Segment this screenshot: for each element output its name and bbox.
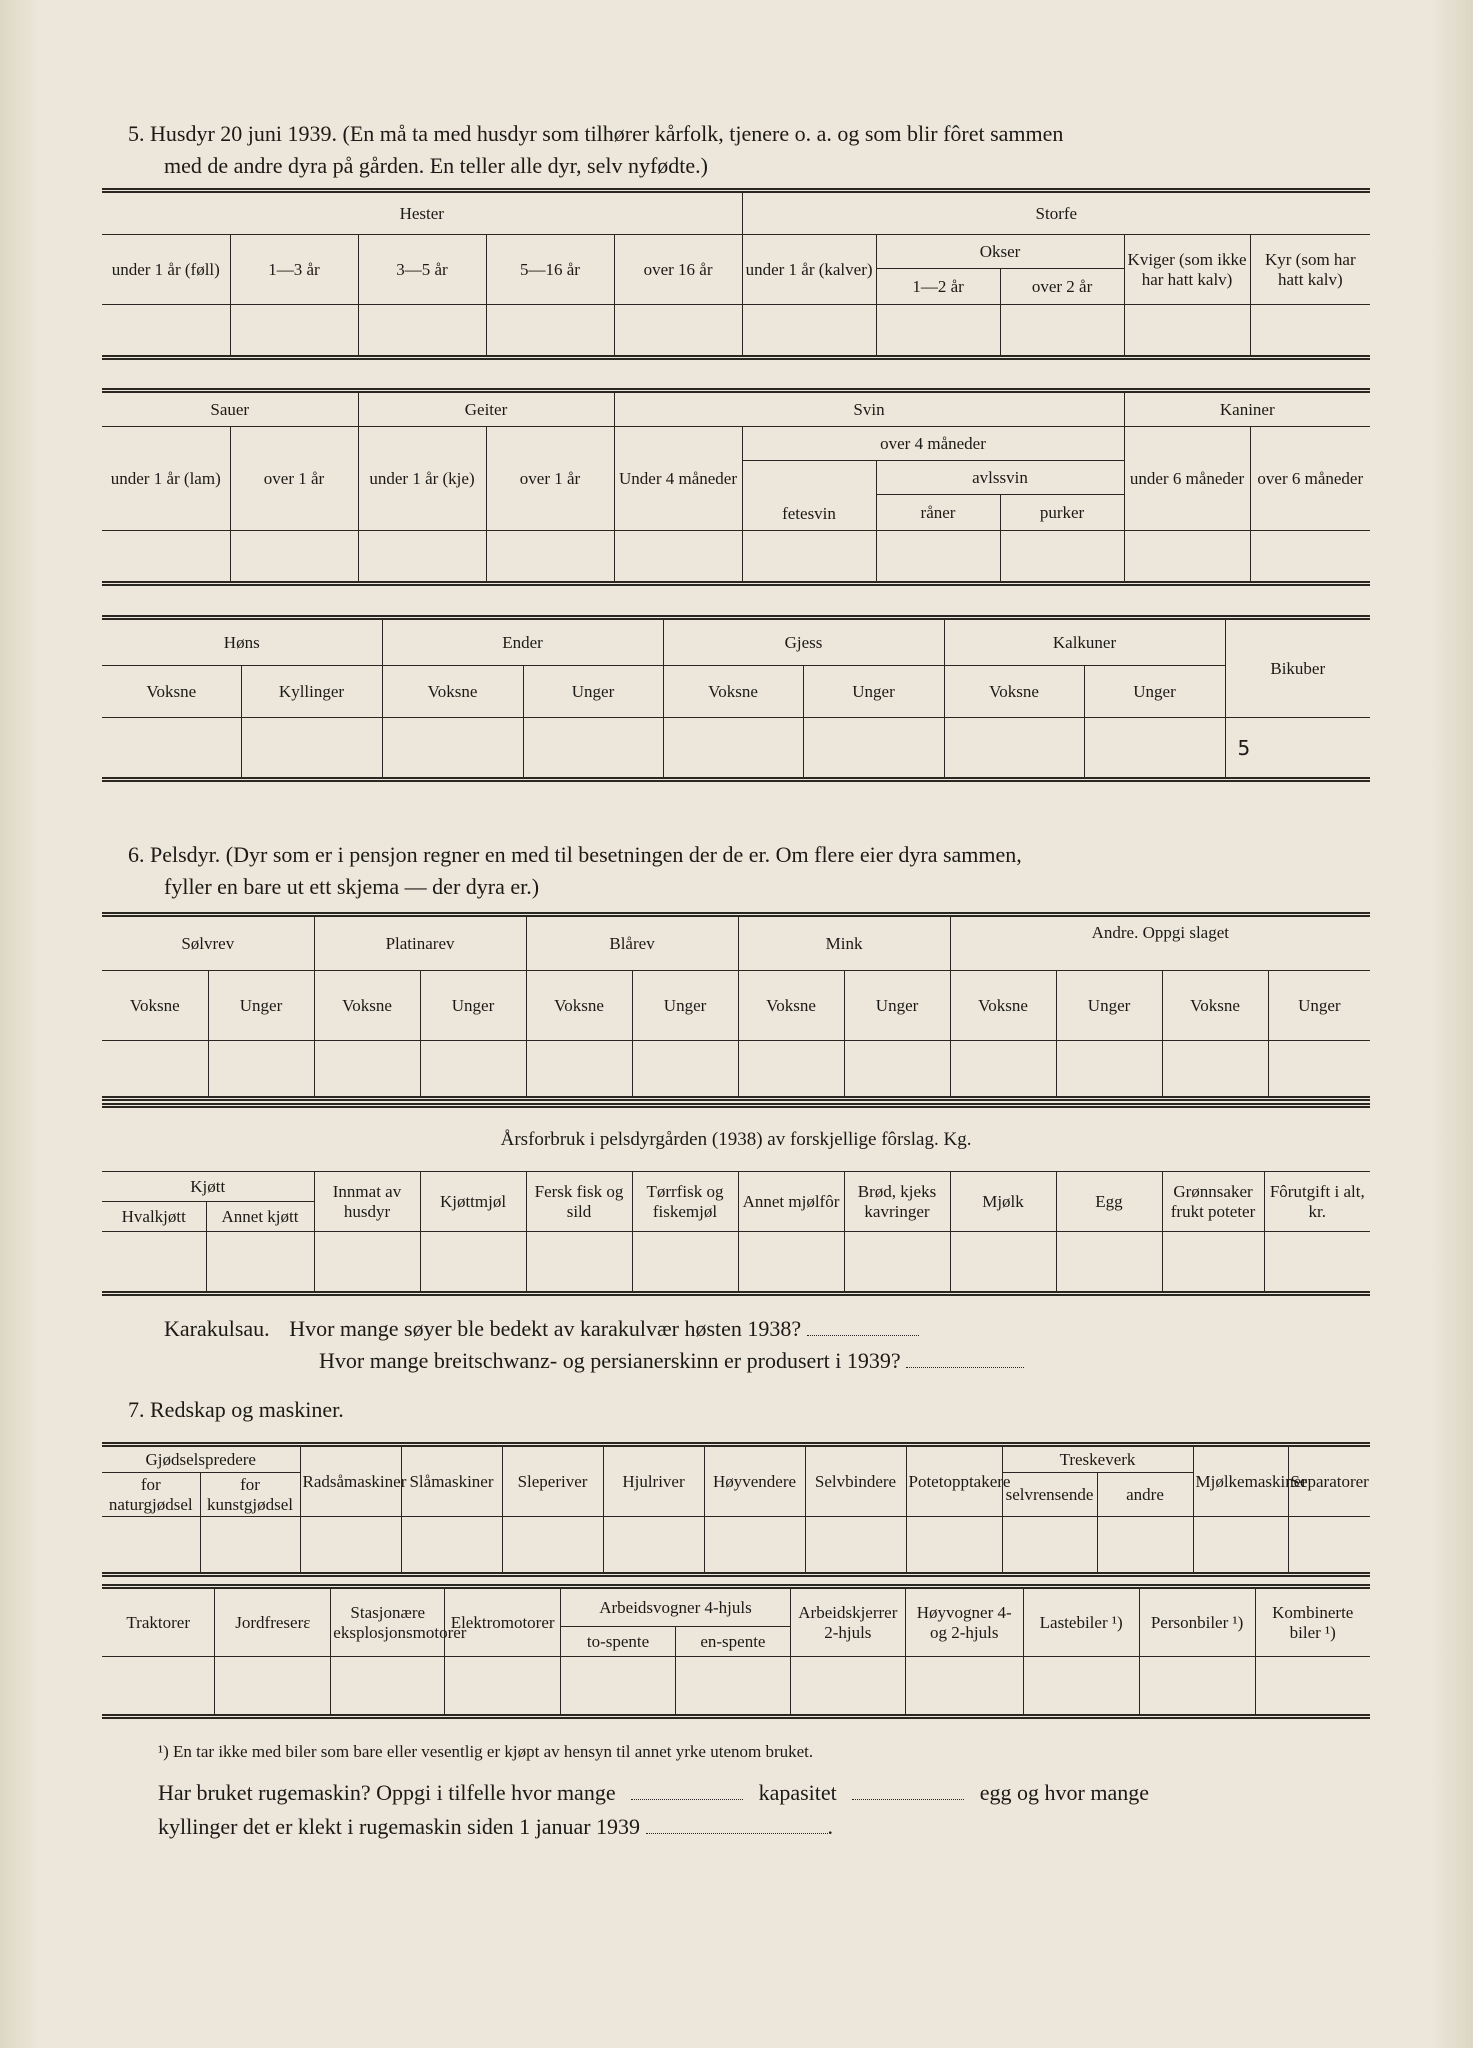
section-7-heading: 7. Redskap og maskiner. [128,1397,344,1422]
pelsdyr-table [102,912,1370,1101]
andre-treskeverk-header: andre [1097,1473,1193,1517]
kyr-header: Kyr (som har hatt kalv) [1250,235,1370,305]
hjulriver-header: Hjulriver [603,1445,704,1517]
entry-cell[interactable] [1056,1041,1162,1099]
entry-cell[interactable] [420,1232,526,1294]
entry-cell[interactable] [358,531,486,584]
lastebiler-header: Lastebiler ¹) [1023,1587,1139,1657]
entry-cell[interactable] [230,305,358,358]
section-6-title-line-2: fyller en bare ut ett skjema — der dyra er.) [164,874,540,899]
entry-cell[interactable] [241,718,382,780]
entry-cell[interactable] [844,1041,950,1099]
forbruk-table [102,1103,1370,1296]
entry-cell[interactable] [1193,1517,1288,1575]
entry-cell[interactable] [906,1517,1002,1575]
personbiler-header: Personbiler ¹) [1139,1587,1255,1657]
blarev-unger: Unger [632,971,738,1041]
andre-header: Andre. Oppgi slaget [950,915,1370,971]
selvbindere-header: Selvbindere [805,1445,906,1517]
entry-cell[interactable] [208,1041,314,1099]
sauer-svin-entry-row [102,531,1370,584]
natur-header: for naturgjødsel [102,1473,200,1517]
entry-cell[interactable] [738,1232,844,1294]
andre-unger-1: Unger [1056,971,1162,1041]
kapasitet-field[interactable] [852,1781,964,1800]
entry-cell[interactable] [1000,305,1124,358]
fjorfe-table [102,615,1370,782]
purker: purker [1000,495,1124,531]
kombinerte-header: Kombinerte biler ¹) [1255,1587,1370,1657]
entry-cell[interactable] [1268,1041,1370,1099]
hester-storfe-table [102,188,1370,360]
entry-cell[interactable] [300,1517,401,1575]
stasjonaere-header: Stasjonære eksplosjonsmotorer [331,1587,445,1657]
entry-cell[interactable] [102,305,230,358]
arbeidsvogner-header: Arbeidsvogner 4-hjuls [561,1587,791,1627]
entry-cell[interactable] [502,1517,603,1575]
okser-over-2: over 2 år [1000,269,1124,305]
solvrev-header: Sølvrev [102,915,314,971]
kalkuner-unger: Unger [1084,666,1225,718]
kjottmjol-header: Kjøttmjøl [420,1172,526,1232]
okser-1-2: 1—2 år [876,269,1000,305]
kalkuner-header: Kalkuner [944,618,1225,666]
tospente-header: to-spente [561,1627,676,1657]
sauer-over-1: over 1 år [230,427,358,531]
hons-voksne: Voksne [102,666,241,718]
entry-cell[interactable] [420,1041,526,1099]
platinarev-voksne: Voksne [314,971,420,1041]
kviger-header: Kviger (som ikke har hatt kalv) [1124,235,1250,305]
gjess-unger: Unger [803,666,944,718]
kjott-header: Kjøtt [102,1172,314,1202]
entry-cell[interactable] [1162,1041,1268,1099]
entry-cell[interactable] [950,1041,1056,1099]
entry-cell[interactable] [102,1041,208,1099]
fersk-fisk-header: Fersk fisk og sild [526,1172,632,1232]
gjess-voksne: Voksne [663,666,803,718]
karakul-line-2 [319,1346,1024,1376]
entry-cell[interactable] [614,531,742,584]
svin-over-4-header: over 4 måneder [742,427,1124,461]
entry-cell[interactable] [1250,305,1370,358]
avlssvin-header: avlssvin [876,461,1124,495]
entry-cell[interactable] [742,305,876,358]
entry-cell[interactable] [215,1657,331,1717]
torrfisk-header: Tørrfisk og fiskemjøl [632,1172,738,1232]
andre-voksne-1: Voksne [950,971,1056,1041]
entry-cell[interactable] [1056,1232,1162,1294]
entry-cell[interactable] [1288,1517,1370,1575]
entry-cell[interactable] [1124,531,1250,584]
entry-cell[interactable] [632,1232,738,1294]
blarev-voksne: Voksne [526,971,632,1041]
karakul-line-1 [164,1314,919,1344]
entry-cell[interactable] [614,305,742,358]
entry-cell[interactable] [1162,1232,1264,1294]
entry-cell[interactable] [102,718,241,780]
entry-cell[interactable] [663,718,803,780]
potet-header: Potetopptakere [906,1445,1002,1517]
entry-cell[interactable] [1002,1517,1097,1575]
platinarev-unger: Unger [420,971,526,1041]
entry-cell[interactable] [704,1517,805,1575]
redskap-table-1 [102,1442,1370,1577]
entry-cell[interactable] [603,1517,704,1575]
forbruk-title: Årsforbruk i pelsdyrgården (1938) av forskjellige fôrslag. Kg. [102,1106,1370,1172]
kyllinger-klekt-field[interactable] [646,1815,828,1834]
kapasitet-label: kapasitet [758,1780,837,1805]
blarev-header: Blårev [526,915,738,971]
entry-cell[interactable] [790,1657,905,1717]
section-5-heading [128,118,1378,182]
mjolk-header: Mjølk [950,1172,1056,1232]
entry-cell[interactable] [331,1657,445,1717]
entry-cell[interactable] [1255,1657,1370,1717]
mink-header: Mink [738,915,950,971]
selvrensende-header: selvrensende [1002,1473,1097,1517]
entry-cell[interactable] [876,305,1000,358]
mink-voksne: Voksne [738,971,844,1041]
entry-cell[interactable] [844,1232,950,1294]
arbeidskjerrer-header: Arbeidskjerrer 2-hjuls [790,1587,905,1657]
entry-cell[interactable] [358,305,486,358]
entry-cell[interactable] [1097,1517,1193,1575]
separatorer-header: Separatorer [1288,1445,1370,1517]
period-mark: . [827,1814,834,1839]
hester-under-1: under 1 år (føll) [102,235,230,305]
entry-cell[interactable] [102,1517,200,1575]
entry-cell[interactable] [526,1041,632,1099]
entry-cell[interactable] [314,1041,420,1099]
fjorfe-entry-row [102,718,1370,780]
ender-voksne: Voksne [382,666,523,718]
hvalkjott-header: Hvalkjøtt [102,1202,206,1232]
gjess-header: Gjess [663,618,944,666]
section-6-title-line-1: 6. Pelsdyr. (Dyr som er i pensjon regner en med til besetningen der de er. Om flere eier dyra sammen, [128,842,1022,867]
egg-header: Egg [1056,1172,1162,1232]
andre-voksne-2: Voksne [1162,971,1268,1041]
redskap-1-entry-row [102,1517,1370,1575]
ender-header: Ender [382,618,663,666]
geiter-over-1: over 1 år [486,427,614,531]
sauer-under-1: under 1 år (lam) [102,427,230,531]
karakul-label: Karakulsau. [164,1316,270,1341]
footnote: ¹) En tar ikke med biler som bare eller vesentlig er kjøpt av hensyn til annet yrke utenom bruket. [158,1742,814,1761]
section-6-heading [128,839,1378,903]
entry-cell[interactable] [102,531,230,584]
egg-label: egg og hvor mange [979,1780,1150,1805]
entry-cell[interactable] [1023,1657,1139,1717]
enspente-header: en-spente [675,1627,790,1657]
rugemaskin-count-field[interactable] [631,1781,743,1800]
ender-unger: Unger [523,666,663,718]
kaniner-header: Kaniner [1124,391,1370,427]
entry-cell[interactable] [1084,718,1225,780]
andre-unger-2: Unger [1268,971,1370,1041]
kyllinger-question: kyllinger det er klekt i rugemaskin siden 1 januar 1939 [158,1814,641,1839]
elektromotorer-header: Elektromotorer [445,1587,561,1657]
entry-cell[interactable] [905,1657,1023,1717]
hester-header: Hester [102,191,742,235]
storfe-header: Storfe [742,191,1370,235]
kalkuner-voksne: Voksne [944,666,1084,718]
geiter-under-1: under 1 år (kje) [358,427,486,531]
section-5-title-line-2: med de andre dyra på gården. En teller alle dyr, selv nyfødte.) [164,153,709,178]
entry-cell[interactable] [742,531,876,584]
sauer-svin-table [102,388,1370,586]
entry-cell[interactable] [314,1232,420,1294]
entry-cell[interactable] [102,1657,215,1717]
entry-cell[interactable] [1264,1232,1370,1294]
bikuber-entry-cell[interactable] [1225,718,1370,780]
raner: råner [876,495,1000,531]
gjodsel-header: Gjødselspredere [102,1445,300,1473]
gronnsaker-header: Grønnsaker frukt poteter [1162,1172,1264,1232]
kaniner-under-6: under 6 måneder [1124,427,1250,531]
entry-cell[interactable] [561,1657,676,1717]
karakul-answer-1[interactable] [807,1317,919,1336]
entry-cell[interactable] [1124,305,1250,358]
hoyvendere-header: Høyvendere [704,1445,805,1517]
forbruk-entry-row [102,1232,1370,1294]
solvrev-unger: Unger [208,971,314,1041]
annet-kjott-header: Annet kjøtt [206,1202,314,1232]
hester-1-3: 1—3 år [230,235,358,305]
entry-cell[interactable] [950,1232,1056,1294]
entry-cell[interactable] [486,305,614,358]
entry-cell[interactable] [675,1657,790,1717]
hester-storfe-entry-row [102,305,1370,358]
karakul-question-1: Hvor mange søyer ble bedekt av karakulvær høsten 1938? [289,1316,802,1341]
hons-kyllinger: Kyllinger [241,666,382,718]
entry-cell[interactable] [523,718,663,780]
innmat-header: Innmat av husdyr [314,1172,420,1232]
entry-cell[interactable] [206,1232,314,1294]
entry-cell[interactable] [803,718,944,780]
rugemaskin-line-2 [158,1812,833,1842]
kunst-header: for kunstgjødsel [200,1473,300,1517]
bikuber-header: Bikuber [1225,618,1370,718]
entry-cell[interactable] [1139,1657,1255,1717]
bikuber-value: 5 [1237,735,1251,760]
entry-cell[interactable] [200,1517,300,1575]
sauer-header: Sauer [102,391,358,427]
hester-3-5: 3—5 år [358,235,486,305]
geiter-header: Geiter [358,391,614,427]
kaniner-over-6: over 6 måneder [1250,427,1370,531]
hester-over-16: over 16 år [614,235,742,305]
traktorer-header: Traktorer [102,1587,215,1657]
entry-cell[interactable] [876,531,1000,584]
entry-cell[interactable] [382,718,523,780]
radsa-header: Radsåmaskiner [300,1445,401,1517]
hoyvogner-header: Høyvogner 4- og 2-hjuls [905,1587,1023,1657]
entry-cell[interactable] [401,1517,502,1575]
entry-cell[interactable] [632,1041,738,1099]
okser-header: Okser [876,235,1124,269]
annet-mjolfor-header: Annet mjølfôr [738,1172,844,1232]
redskap-2-entry-row [102,1657,1370,1717]
section-5-title-line-1: 5. Husdyr 20 juni 1939. (En må ta med husdyr som tilhører kårfolk, tjenere o. a. og som blir fôret sammen [128,121,1064,146]
entry-cell[interactable] [102,1232,206,1294]
entry-cell[interactable] [230,531,358,584]
entry-cell[interactable] [738,1041,844,1099]
storfe-under-1: under 1 år (kalver) [742,235,876,305]
karakul-question-2: Hvor mange breitschwanz- og persianerskinn er produsert i 1939? [319,1348,901,1373]
mink-unger: Unger [844,971,950,1041]
redskap-table-2 [102,1584,1370,1719]
forutgift-header: Fôrutgift i alt, kr. [1264,1172,1370,1232]
sla-header: Slåmaskiner [401,1445,502,1517]
solvrev-voksne: Voksne [102,971,208,1041]
svin-header: Svin [614,391,1124,427]
pelsdyr-entry-row [102,1041,1370,1099]
hons-header: Høns [102,618,382,666]
sleperiver-header: Sleperiver [502,1445,603,1517]
svin-under-4: Under 4 måneder [614,427,742,531]
brod-header: Brød, kjeks kavringer [844,1172,950,1232]
entry-cell[interactable] [486,531,614,584]
entry-cell[interactable] [526,1232,632,1294]
rugemaskin-question: Har bruket rugemaskin? Oppgi i tilfelle hvor mange [158,1780,616,1805]
hester-5-16: 5—16 år [486,235,614,305]
entry-cell[interactable] [944,718,1084,780]
treskeverk-header: Treskeverk [1002,1445,1193,1473]
mjolkemaskiner-header: Mjølkemaskiner [1193,1445,1288,1517]
karakul-answer-2[interactable] [906,1349,1024,1368]
entry-cell[interactable] [805,1517,906,1575]
rugemaskin-line-1 [158,1778,1373,1808]
entry-cell[interactable] [445,1657,561,1717]
entry-cell[interactable] [1250,531,1370,584]
jordfresere-header: Jordfreserε [215,1587,331,1657]
fetesvin: fetesvin [742,461,876,531]
platinarev-header: Platinarev [314,915,526,971]
entry-cell[interactable] [1000,531,1124,584]
